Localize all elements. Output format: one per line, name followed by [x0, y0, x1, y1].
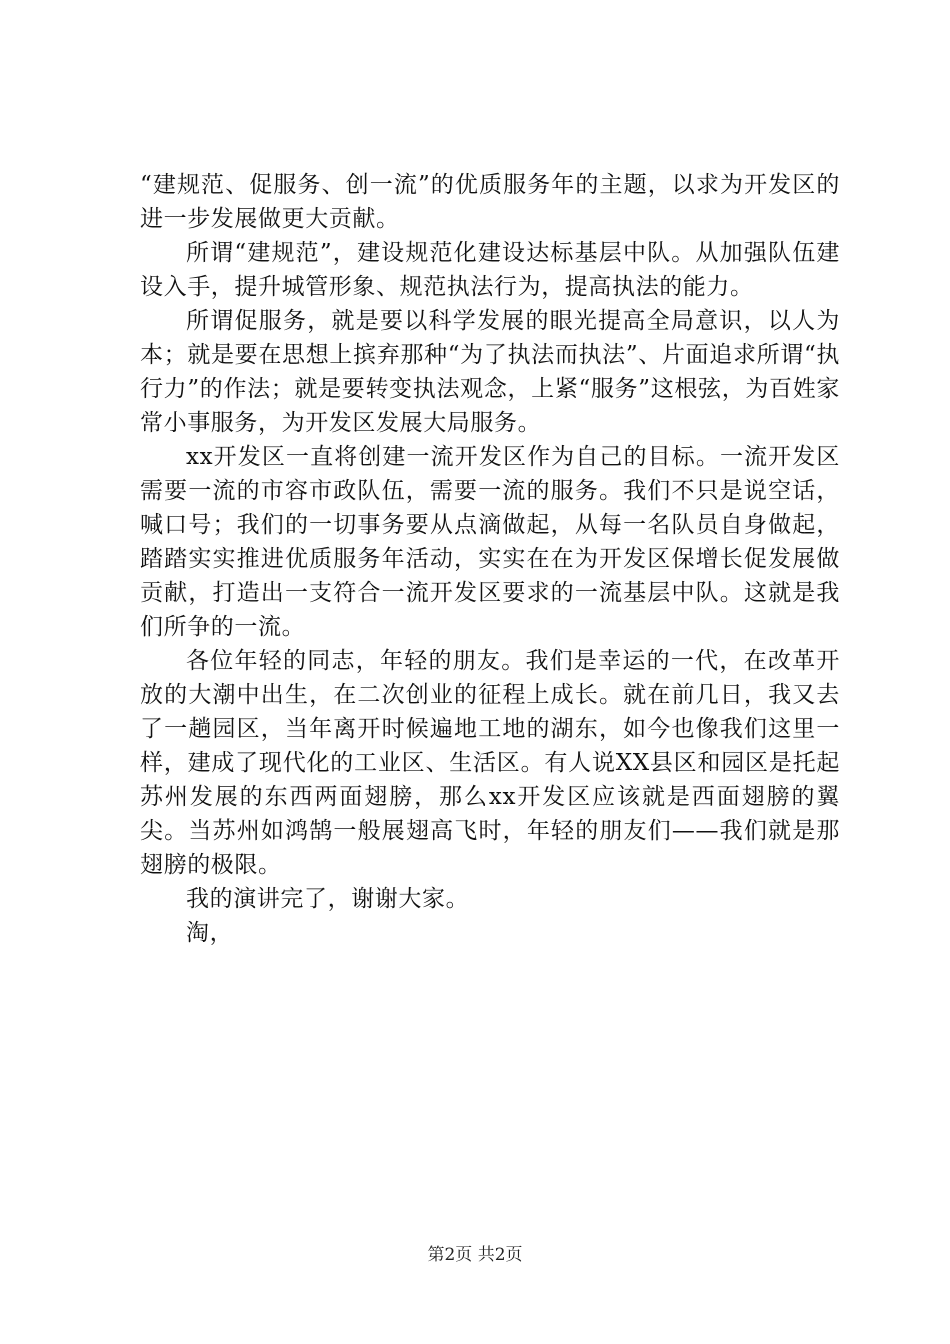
paragraph-jian-guifan: 所谓“建规范”，建设规范化建设达标基层中队。从加强队伍建设入手，提升城管形象、规范执法行为，提高执法的能力。	[140, 240, 840, 300]
paragraph-trailing: 淘，	[186, 920, 234, 946]
page-number-footer: 第2页 共2页	[427, 1245, 523, 1265]
paragraph-closing: 我的演讲完了，谢谢大家。	[186, 886, 470, 912]
paragraph-cu-fuwu: 所谓促服务，就是要以科学发展的眼光提高全局意识，以人为本；就是要在思想上摈弃那种“为了执法而执法”、片面追求所谓“执行力”的作法；就是要转变执法观念，上紧“服务”这根弦，为百姓家常小事服务，为开发区发展大局服务。	[140, 308, 840, 436]
paragraph-nianqing-pengyou: 各位年轻的同志，年轻的朋友。我们是幸运的一代，在改革开放的大潮中出生，在二次创业的征程上成长。就在前几日，我又去了一趟园区，当年离开时候遍地工地的湖东，如今也像我们这里一样，建成了现代化的工业区、生活区。有人说XX县区和园区是托起苏州发展的东西两面翅膀，那么xx开发区应该就是西面翅膀的翼尖。当苏州如鸿鹄一般展翅高飞时，年轻的朋友们——我们就是那翅膀的极限。	[140, 648, 840, 878]
document-body	[140, 168, 840, 950]
paragraph-yiliu-kaifaqu: xx开发区一直将创建一流开发区作为自己的目标。一流开发区需要一流的市容市政队伍，需要一流的服务。我们不只是说空话，喊口号；我们的一切事务要从点滴做起，从每一名队员自身做起，踏踏实实推进优质服务年活动，实实在在为开发区保增长促发展做贡献，打造出一支符合一流开发区要求的一流基层中队。这就是我们所争的一流。	[140, 444, 840, 640]
paragraph-continuation: “建规范、促服务、创一流”的优质服务年的主题，以求为开发区的进一步发展做更大贡献。	[140, 172, 840, 232]
